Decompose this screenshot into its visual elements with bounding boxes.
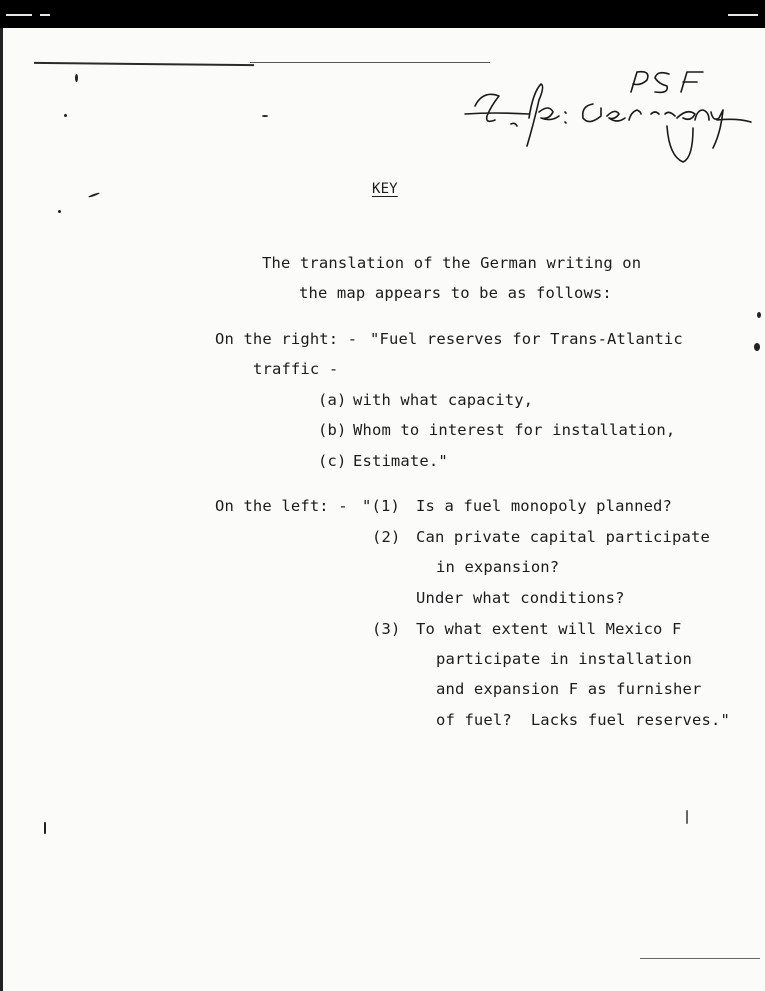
left-section-heading: On the left: - — [215, 497, 348, 515]
list-item-text: Whom to interest for installation, — [353, 421, 676, 439]
ink-speck — [757, 312, 761, 318]
list-item-text: Under what conditions? — [416, 589, 625, 607]
scan-top-border — [0, 0, 765, 28]
list-item-text: Can private capital participate — [416, 528, 710, 546]
list-marker: "(1) — [362, 497, 400, 515]
intro-line: the map appears to be as follows: — [299, 284, 612, 302]
list-marker: (a) — [318, 391, 347, 409]
list-item-text: Is a fuel monopoly planned? — [416, 497, 673, 515]
faint-rule-line — [250, 62, 490, 63]
right-section-heading: On the right: - — [215, 330, 358, 348]
list-item-text: To what extent will Mexico F — [416, 620, 682, 638]
faint-rule-line — [640, 958, 760, 959]
right-section-quote: "Fuel reserves for Trans-Atlantic — [370, 330, 683, 348]
list-marker: (b) — [318, 421, 347, 439]
list-marker: (2) — [372, 528, 401, 546]
ink-speck — [64, 114, 67, 117]
scan-left-edge — [0, 28, 3, 991]
handwritten-annotation — [455, 62, 755, 182]
list-item-text: participate in installation — [436, 650, 693, 668]
ink-speck — [88, 192, 100, 198]
ink-speck — [686, 810, 688, 824]
list-item-text: and expansion F as furnisher — [436, 680, 702, 698]
list-item-text: of fuel? Lacks fuel reserves." — [436, 711, 730, 729]
ink-speck — [75, 74, 78, 82]
list-item-text: Estimate." — [353, 452, 448, 470]
faint-rule-line — [34, 62, 254, 66]
scan-mark — [6, 14, 32, 16]
list-item-text: in expansion? — [436, 558, 560, 576]
ink-speck — [262, 115, 268, 117]
right-section-quote: traffic - — [253, 360, 339, 378]
ink-speck — [754, 343, 760, 351]
ink-speck — [44, 822, 46, 834]
key-title: KEY — [372, 181, 398, 197]
list-marker: (c) — [318, 452, 347, 470]
intro-line: The translation of the German writing on — [262, 254, 642, 272]
list-item-text: with what capacity, — [353, 391, 534, 409]
scan-mark — [40, 14, 50, 16]
ink-speck — [58, 210, 61, 213]
scan-mark — [728, 14, 758, 16]
list-marker: (3) — [372, 620, 401, 638]
